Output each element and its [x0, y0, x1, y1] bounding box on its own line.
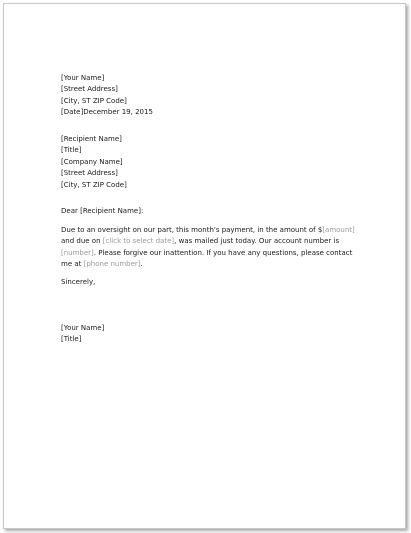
recipient-street[interactable]: [Street Address]	[61, 169, 118, 178]
salutation	[61, 206, 143, 217]
date-placeholder[interactable]: [click to select date]	[102, 237, 175, 246]
recipient-name[interactable]: [Recipient Name]	[61, 135, 122, 143]
letter-page	[3, 3, 406, 529]
date-label: [Date]	[61, 108, 84, 117]
recipient-company[interactable]: [Company Name]	[61, 157, 123, 166]
account-number-placeholder[interactable]: [number]	[61, 248, 94, 257]
recipient-address-block	[61, 134, 127, 191]
body-text: Due to an oversight on our part, this month's payment, in the amount of $	[61, 226, 323, 234]
signature-block	[61, 323, 104, 346]
closing	[61, 277, 95, 288]
body-text: . Please forgive our inattention. If you have any questions, please contact me at	[61, 248, 353, 269]
sender-street[interactable]: [Street Address]	[61, 85, 118, 94]
signature-name[interactable]: [Your Name]	[61, 324, 105, 332]
recipient-title[interactable]: [Title]	[61, 146, 82, 155]
sender-name[interactable]: [Your Name]	[61, 74, 105, 82]
closing-text[interactable]: Sincerely,	[61, 278, 96, 286]
letter-body	[61, 225, 361, 271]
date-value: December 19, 2015	[83, 108, 153, 117]
body-text: and due on	[61, 237, 103, 246]
signature-title[interactable]: [Title]	[61, 335, 82, 344]
phone-number-placeholder[interactable]: [phone number]	[83, 260, 141, 269]
body-text: .	[140, 260, 143, 269]
letter-date[interactable]	[61, 107, 153, 118]
sender-address-block	[61, 73, 153, 119]
recipient-city[interactable]: [City, ST ZIP Code]	[61, 180, 127, 189]
salutation-text[interactable]: Dear [Recipient Name]:	[61, 207, 144, 215]
amount-placeholder[interactable]: [amount]	[322, 226, 355, 234]
body-text: , was mailed just today. Our account number is	[174, 237, 340, 246]
sender-city[interactable]: [City, ST ZIP Code]	[61, 96, 127, 105]
